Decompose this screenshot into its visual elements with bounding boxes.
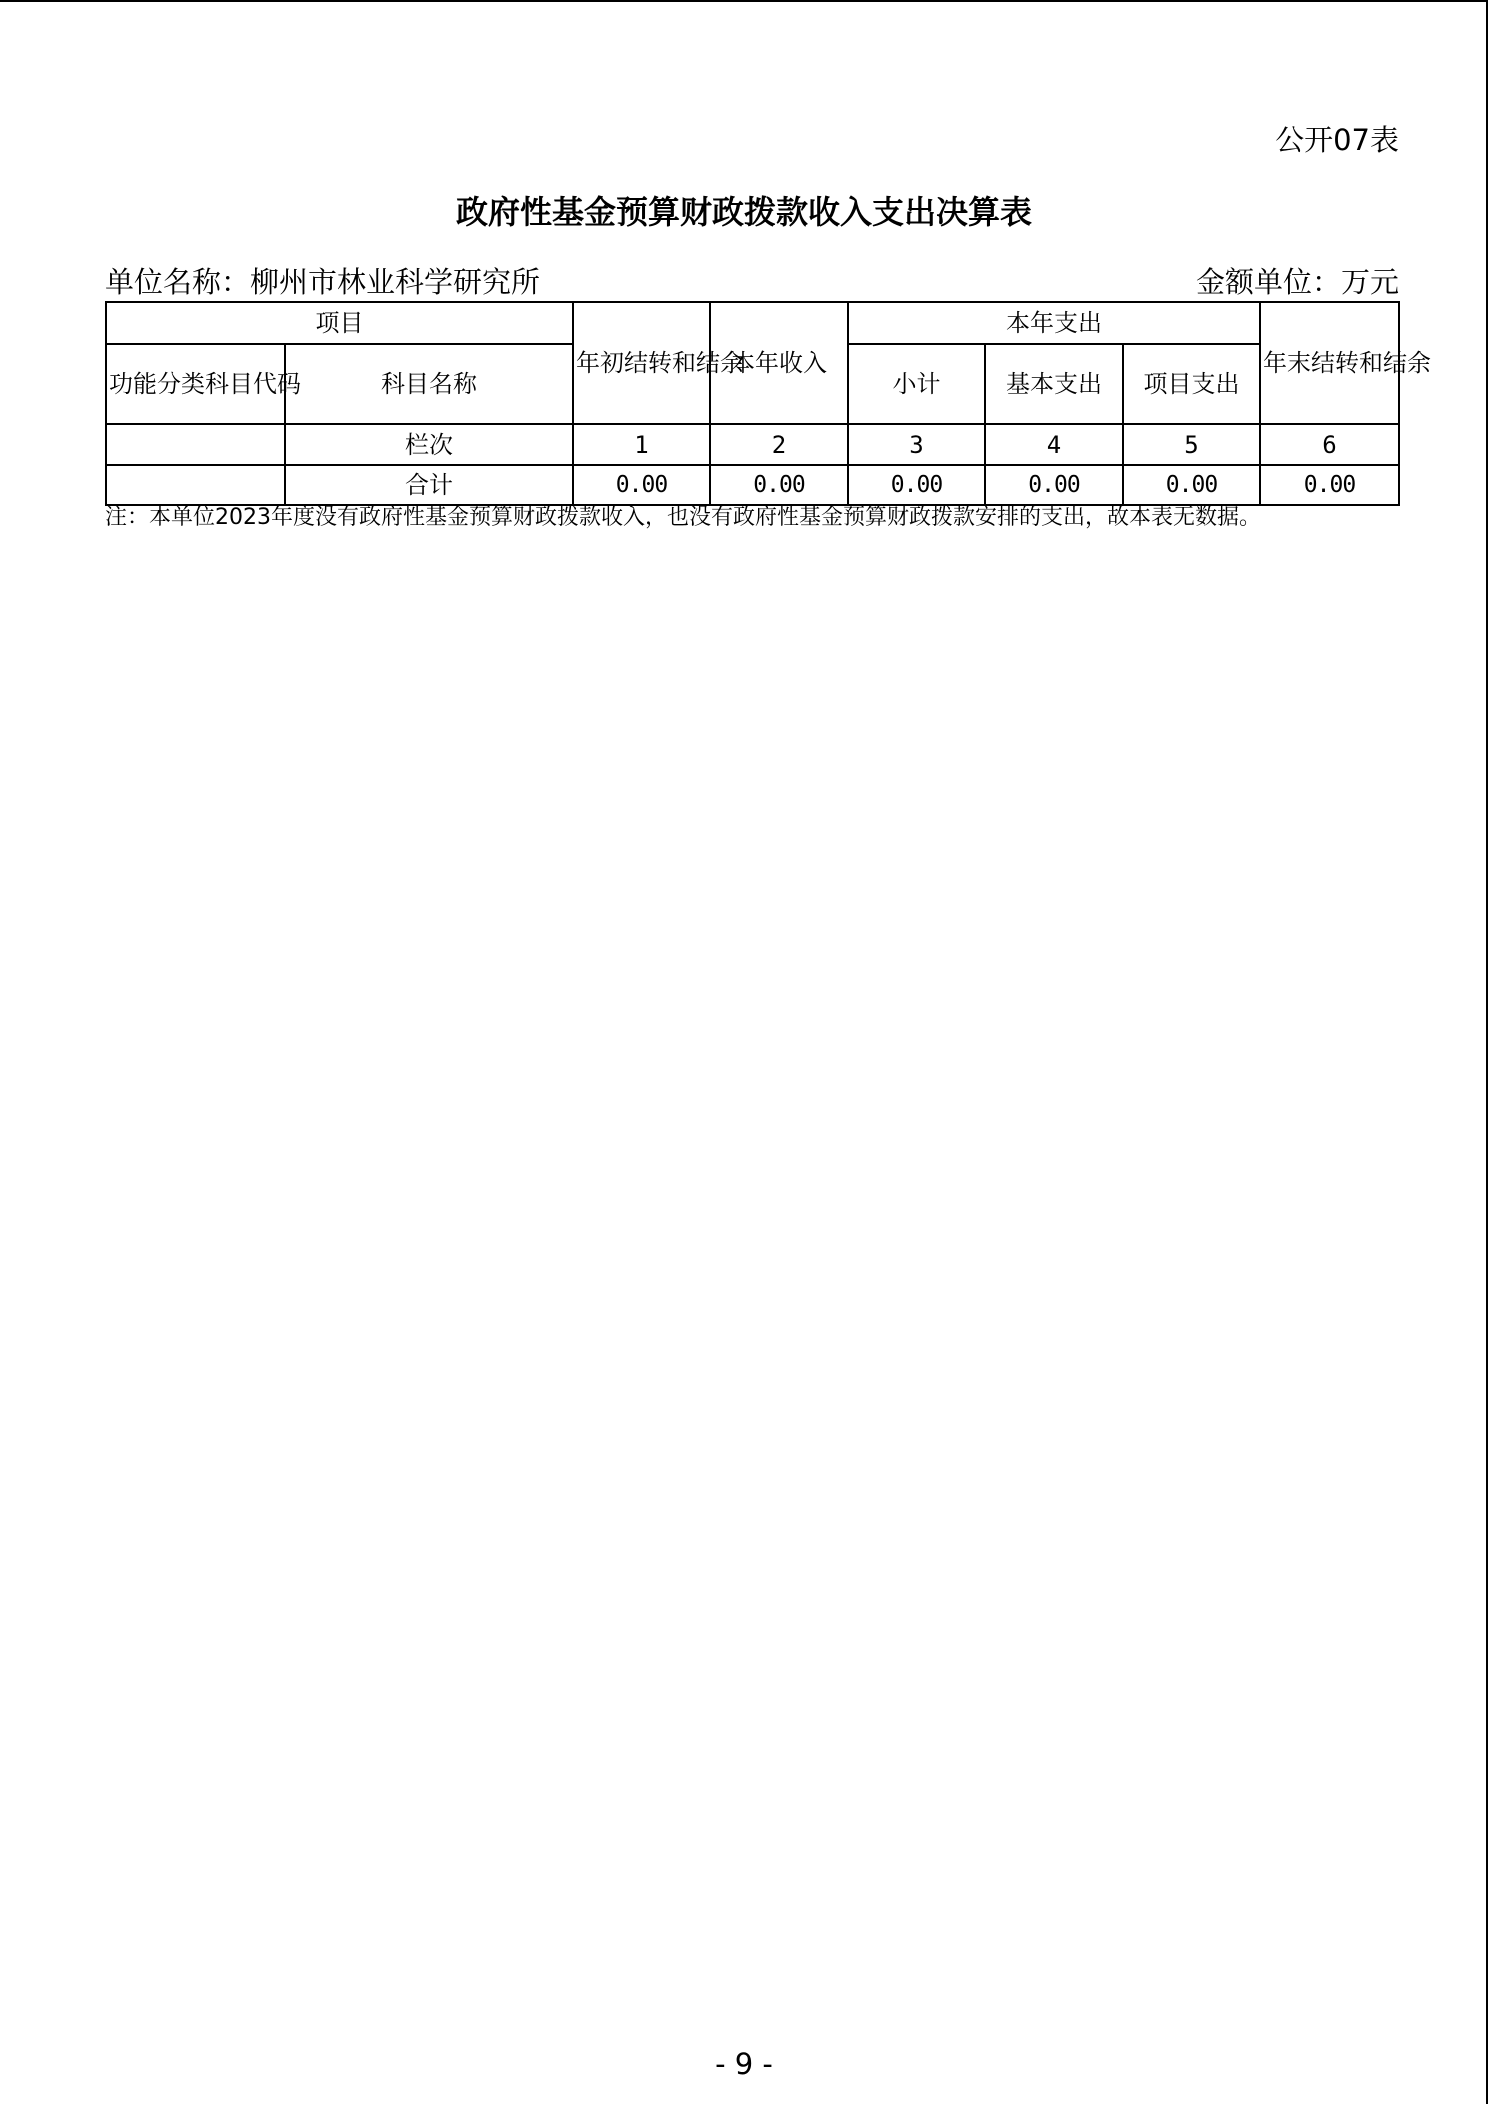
page-number: - 9 - [715,2047,773,2081]
header-project-exp: 项目支出 [1123,344,1260,424]
budget-table [105,301,1431,506]
page-title: 政府性基金预算财政拨款收入支出决算表 [455,193,1032,231]
column-index-label: 栏次 [285,424,573,465]
total-value-3: 0.00 [848,465,985,505]
total-value-4: 0.00 [985,465,1123,505]
column-index-6: 6 [1260,424,1399,465]
empty-cell [106,424,285,465]
empty-cell [106,465,285,505]
header-opening-balance: 年初结转和结余 [573,302,710,424]
total-row [106,465,1399,505]
column-index-row [106,424,1399,465]
column-index-4: 4 [985,424,1123,465]
top-border [0,0,1488,2]
unit-name: 单位名称：柳州市林业科学研究所 [105,265,541,299]
column-index-1: 1 [573,424,710,465]
header-basic-exp: 基本支出 [985,344,1123,424]
total-value-2: 0.00 [710,465,848,505]
footnote: 注：本单位2023年度没有政府性基金预算财政拨款收入，也没有政府性基金预算财政拨款安排的支出，故本表无数据。 [105,505,1261,530]
header-func-code: 功能分类科目代码 [106,344,285,424]
header-expenditure: 本年支出 [848,302,1260,344]
column-index-5: 5 [1123,424,1260,465]
header-subject-name: 科目名称 [285,344,573,424]
header-closing-balance: 年末结转和结余 [1260,302,1399,424]
header-income: 本年收入 [710,302,848,424]
column-index-2: 2 [710,424,848,465]
total-value-1: 0.00 [573,465,710,505]
total-label: 合计 [285,465,573,505]
header-item: 项目 [106,302,573,344]
amount-unit: 金额单位：万元 [1195,265,1399,299]
total-value-6: 0.00 [1260,465,1399,505]
column-index-3: 3 [848,424,985,465]
header-row-1 [106,302,1399,344]
form-code: 公开07表 [1275,123,1399,157]
total-value-5: 0.00 [1123,465,1260,505]
header-subtotal: 小计 [848,344,985,424]
